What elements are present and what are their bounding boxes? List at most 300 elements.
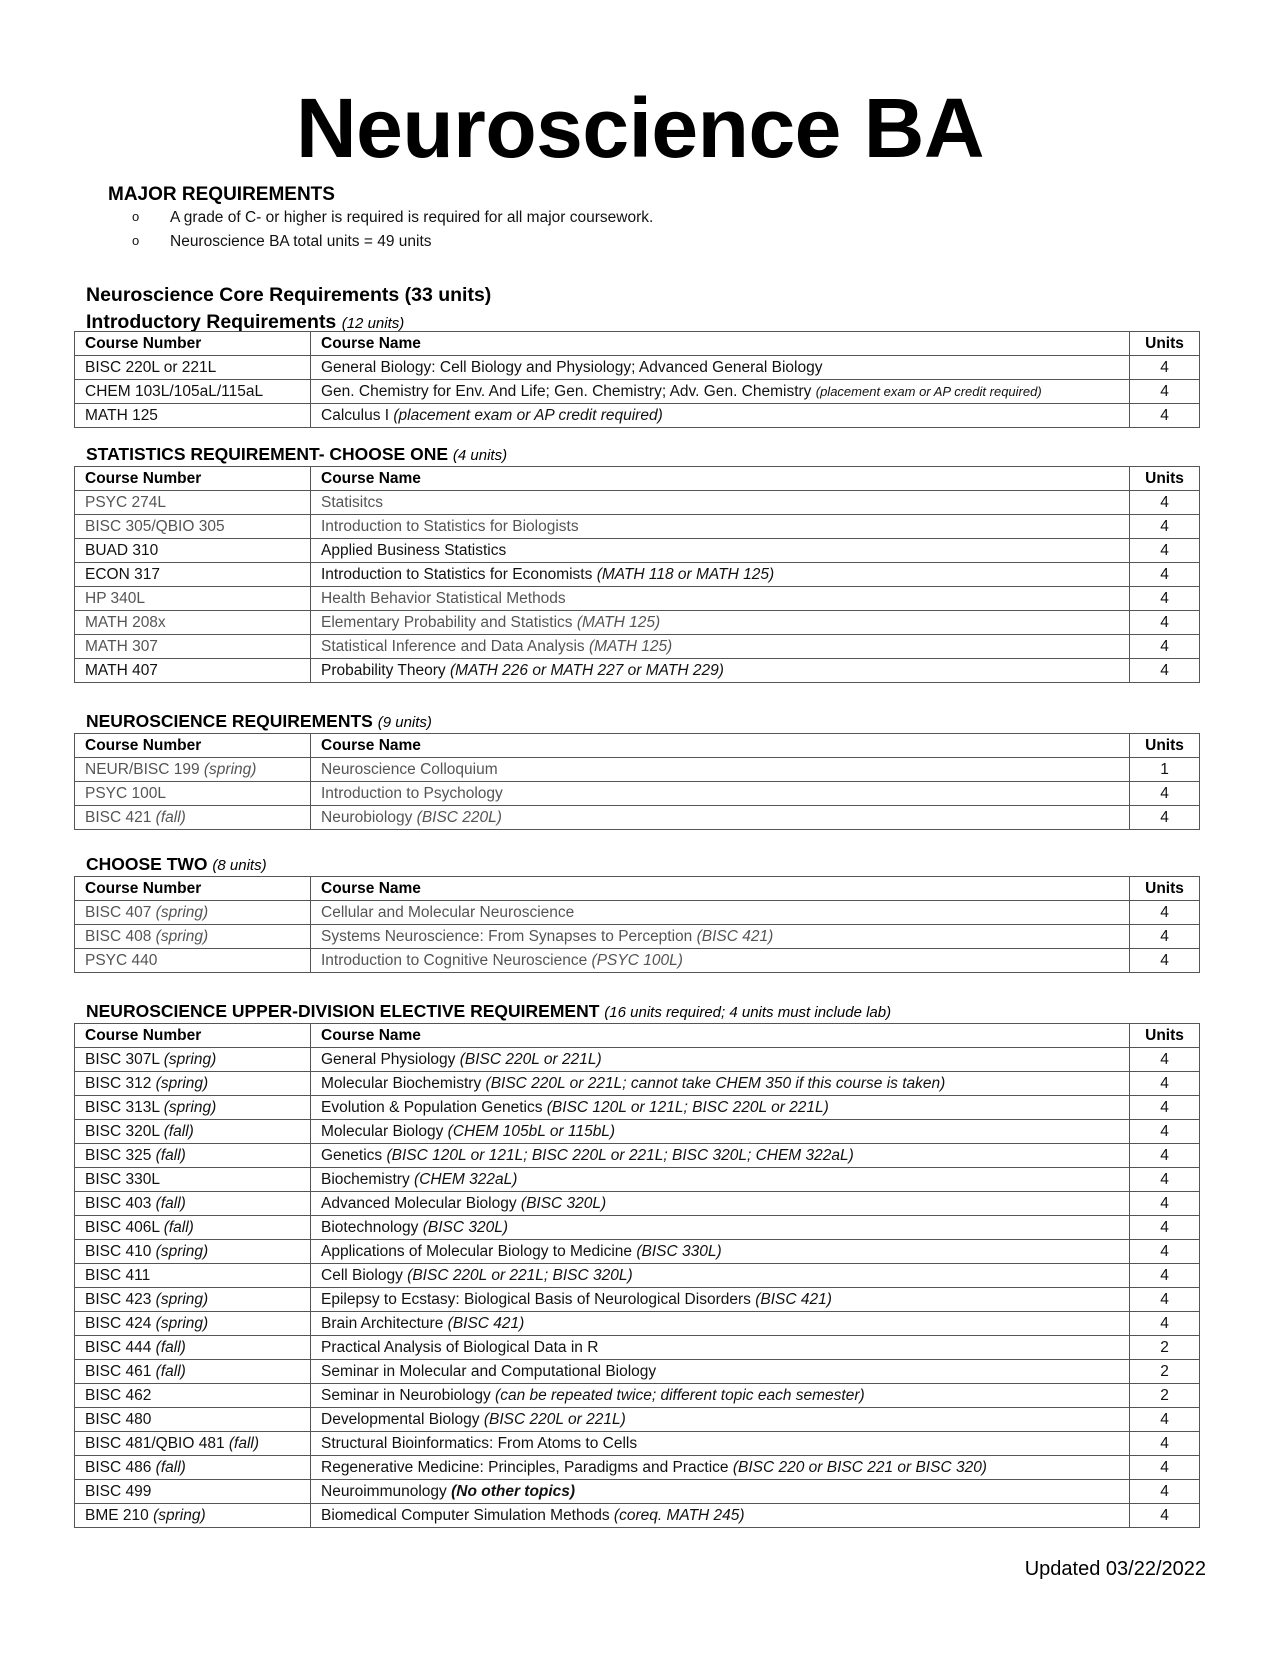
term-note: (fall) bbox=[155, 1362, 186, 1380]
units-cell: 2 bbox=[1130, 1360, 1200, 1384]
prerequisite-note: (MATH 125) bbox=[588, 637, 673, 655]
table-row bbox=[75, 515, 1200, 539]
course-name: Cellular and Molecular Neuroscience bbox=[321, 903, 575, 921]
prerequisite-note: (placement exam or AP credit required) bbox=[393, 406, 663, 424]
prerequisite-note: (MATH 226 or MATH 227 or MATH 229) bbox=[449, 661, 724, 679]
course-number-cell bbox=[75, 949, 311, 973]
section-heading bbox=[86, 711, 432, 732]
prerequisite-note: (BISC 220 or BISC 221 or BISC 320) bbox=[732, 1458, 987, 1476]
course-number: BISC 411 bbox=[85, 1266, 151, 1284]
course-number: BISC 424 bbox=[85, 1314, 152, 1332]
course-name: Advanced Molecular Biology bbox=[321, 1194, 517, 1212]
course-number-cell bbox=[75, 1096, 311, 1120]
table-row bbox=[75, 1312, 1200, 1336]
course-name: Practical Analysis of Biological Data in R bbox=[321, 1338, 599, 1356]
column-header-course-name: Course Name bbox=[311, 1024, 1130, 1048]
units-cell: 4 bbox=[1130, 1264, 1200, 1288]
units-cell: 4 bbox=[1130, 380, 1200, 404]
units-cell: 4 bbox=[1130, 1120, 1200, 1144]
course-number: CHEM 103L/105aL/115aL bbox=[85, 382, 264, 400]
course-name: Calculus I bbox=[321, 406, 390, 424]
table-row bbox=[75, 1456, 1200, 1480]
course-number: BISC 410 bbox=[85, 1242, 152, 1260]
course-number-cell bbox=[75, 1144, 311, 1168]
course-number-cell bbox=[75, 1168, 311, 1192]
course-name: Molecular Biochemistry bbox=[321, 1074, 482, 1092]
course-number-cell bbox=[75, 635, 311, 659]
units-cell: 4 bbox=[1130, 1456, 1200, 1480]
upper-division-elective-table bbox=[74, 1023, 1200, 1528]
section-units-note: (4 units) bbox=[452, 447, 508, 464]
course-number: BME 210 bbox=[85, 1506, 149, 1524]
course-name: Structural Bioinformatics: From Atoms to Cells bbox=[321, 1434, 638, 1452]
term-note: (fall) bbox=[155, 1194, 186, 1212]
course-number-cell bbox=[75, 1264, 311, 1288]
prerequisite-note: (BISC 320L) bbox=[520, 1194, 607, 1212]
prerequisite-note: (BISC 330L) bbox=[636, 1242, 722, 1260]
units-cell: 2 bbox=[1130, 1384, 1200, 1408]
course-name-cell bbox=[311, 1504, 1130, 1528]
prerequisite-note: (placement exam or AP credit required) bbox=[815, 383, 1042, 399]
section-units-note: (8 units) bbox=[212, 857, 267, 874]
units-cell: 4 bbox=[1130, 1504, 1200, 1528]
course-name-cell bbox=[311, 1120, 1130, 1144]
table-row bbox=[75, 587, 1200, 611]
course-name-cell bbox=[311, 1144, 1130, 1168]
units-cell: 4 bbox=[1130, 539, 1200, 563]
course-number: BISC 407 bbox=[85, 903, 152, 921]
prerequisite-note: (BISC 320L) bbox=[422, 1218, 508, 1236]
table-row bbox=[75, 491, 1200, 515]
course-name-cell bbox=[311, 515, 1130, 539]
table-row bbox=[75, 611, 1200, 635]
course-number: BISC 481/QBIO 481 bbox=[85, 1434, 225, 1452]
units-cell: 4 bbox=[1130, 806, 1200, 830]
prerequisite-note: (CHEM 322aL) bbox=[414, 1170, 518, 1188]
course-name-cell bbox=[311, 925, 1130, 949]
table-row bbox=[75, 1336, 1200, 1360]
course-name-cell bbox=[311, 404, 1130, 428]
major-requirements-heading: MAJOR REQUIREMENTS bbox=[108, 184, 335, 205]
table-row bbox=[75, 1480, 1200, 1504]
units-cell: 4 bbox=[1130, 1192, 1200, 1216]
units-cell: 4 bbox=[1130, 1216, 1200, 1240]
section-units-note: (9 units) bbox=[377, 714, 432, 731]
course-number: PSYC 100L bbox=[85, 784, 166, 802]
table-row bbox=[75, 563, 1200, 587]
course-name-cell bbox=[311, 380, 1130, 404]
table-row bbox=[75, 925, 1200, 949]
course-name: Genetics bbox=[321, 1146, 383, 1164]
course-number: BISC 307L bbox=[85, 1050, 160, 1068]
prerequisite-note: (PSYC 100L) bbox=[591, 951, 683, 969]
units-cell: 4 bbox=[1130, 635, 1200, 659]
course-number-cell bbox=[75, 925, 311, 949]
table-row bbox=[75, 380, 1200, 404]
list-item: o A grade of C- or higher is required is required for all major coursework. bbox=[128, 206, 653, 230]
course-number-cell bbox=[75, 404, 311, 428]
course-name-cell bbox=[311, 782, 1130, 806]
course-name-cell bbox=[311, 635, 1130, 659]
course-number: PSYC 440 bbox=[85, 951, 158, 969]
term-note: (spring) bbox=[155, 1074, 209, 1092]
course-name-cell bbox=[311, 659, 1130, 683]
units-cell: 4 bbox=[1130, 515, 1200, 539]
course-number: BISC 330L bbox=[85, 1170, 160, 1188]
course-number-cell bbox=[75, 1360, 311, 1384]
course-number: BISC 408 bbox=[85, 927, 152, 945]
table-header-row bbox=[75, 467, 1200, 491]
prerequisite-note: (MATH 118 or MATH 125) bbox=[596, 565, 775, 583]
course-name: Seminar in Molecular and Computational Biology bbox=[321, 1362, 657, 1380]
column-header-units: Units bbox=[1130, 467, 1200, 491]
section-title: NEUROSCIENCE REQUIREMENTS bbox=[86, 711, 373, 731]
table-row bbox=[75, 659, 1200, 683]
course-name: Elementary Probability and Statistics bbox=[321, 613, 573, 631]
course-number: MATH 125 bbox=[85, 406, 158, 424]
table-row bbox=[75, 356, 1200, 380]
section-title: Introductory Requirements bbox=[86, 311, 337, 333]
table-row bbox=[75, 1192, 1200, 1216]
course-number-cell bbox=[75, 1048, 311, 1072]
table-row bbox=[75, 635, 1200, 659]
course-name-cell bbox=[311, 1168, 1130, 1192]
course-number-cell bbox=[75, 1336, 311, 1360]
column-header-units: Units bbox=[1130, 877, 1200, 901]
course-number-cell bbox=[75, 901, 311, 925]
term-note: (spring) bbox=[155, 1242, 209, 1260]
table-header-row bbox=[75, 734, 1200, 758]
prerequisite-note: (coreq. MATH 245) bbox=[613, 1506, 745, 1524]
course-number-cell bbox=[75, 1192, 311, 1216]
course-name: Brain Architecture bbox=[321, 1314, 444, 1332]
units-cell: 4 bbox=[1130, 1048, 1200, 1072]
prerequisite-note: (CHEM 105bL or 115bL) bbox=[447, 1122, 616, 1140]
prerequisite-note: (BISC 220L or 221L) bbox=[459, 1050, 602, 1068]
prerequisite-note: (BISC 120L or 121L; BISC 220L or 221L; BISC 320L; CHEM 322aL) bbox=[386, 1146, 854, 1164]
course-name: Seminar in Neurobiology bbox=[321, 1386, 491, 1404]
course-number-cell bbox=[75, 1384, 311, 1408]
units-cell: 2 bbox=[1130, 1336, 1200, 1360]
column-header-units: Units bbox=[1130, 734, 1200, 758]
table-header-row bbox=[75, 877, 1200, 901]
term-note: (spring) bbox=[155, 903, 209, 921]
term-note: (fall) bbox=[155, 1338, 186, 1356]
column-header-course-number: Course Number bbox=[75, 877, 311, 901]
course-name-cell bbox=[311, 563, 1130, 587]
course-number: BISC 486 bbox=[85, 1458, 152, 1476]
statistics-requirement-table bbox=[74, 466, 1200, 683]
course-name: Developmental Biology bbox=[321, 1410, 480, 1428]
column-header-course-number: Course Number bbox=[75, 734, 311, 758]
course-name: General Biology: Cell Biology and Physiology; Advanced General Biology bbox=[321, 358, 823, 376]
column-header-course-number: Course Number bbox=[75, 467, 311, 491]
course-number: BUAD 310 bbox=[85, 541, 159, 559]
table-row bbox=[75, 1168, 1200, 1192]
units-cell: 1 bbox=[1130, 758, 1200, 782]
section-title: CHOOSE TWO bbox=[86, 854, 208, 874]
units-cell: 4 bbox=[1130, 587, 1200, 611]
course-number-cell bbox=[75, 1288, 311, 1312]
prerequisite-note: (BISC 220L) bbox=[416, 808, 502, 826]
course-number: BISC 305/QBIO 305 bbox=[85, 517, 225, 535]
course-name-cell bbox=[311, 1360, 1130, 1384]
course-number-cell bbox=[75, 356, 311, 380]
term-note: (fall) bbox=[163, 1122, 194, 1140]
term-note: (spring) bbox=[163, 1050, 217, 1068]
units-cell: 4 bbox=[1130, 1168, 1200, 1192]
units-cell: 4 bbox=[1130, 901, 1200, 925]
course-name: Molecular Biology bbox=[321, 1122, 444, 1140]
course-name-cell bbox=[311, 1432, 1130, 1456]
prerequisite-note: (BISC 220L or 221L; cannot take CHEM 350 if this course is taken) bbox=[485, 1074, 946, 1092]
course-number: NEUR/BISC 199 bbox=[85, 760, 200, 778]
course-name: Biochemistry bbox=[321, 1170, 410, 1188]
course-name: Applied Business Statistics bbox=[321, 541, 507, 559]
course-number-cell bbox=[75, 1120, 311, 1144]
course-name-cell bbox=[311, 1240, 1130, 1264]
introductory-requirements-table bbox=[74, 331, 1200, 428]
course-name-cell bbox=[311, 539, 1130, 563]
table-row bbox=[75, 404, 1200, 428]
course-name-cell bbox=[311, 806, 1130, 830]
course-name: Neuroscience Colloquium bbox=[321, 760, 498, 778]
course-number: BISC 480 bbox=[85, 1410, 152, 1428]
term-note: (spring) bbox=[155, 927, 209, 945]
prerequisite-note: (BISC 220L or 221L) bbox=[483, 1410, 626, 1428]
course-name-cell bbox=[311, 611, 1130, 635]
prerequisite-note: (BISC 421) bbox=[696, 927, 774, 945]
course-name: Probability Theory bbox=[321, 661, 446, 679]
table-row bbox=[75, 806, 1200, 830]
section-title: NEUROSCIENCE UPPER-DIVISION ELECTIVE REQUIREMENT bbox=[86, 1001, 600, 1021]
table-row bbox=[75, 1096, 1200, 1120]
course-name: Evolution & Population Genetics bbox=[321, 1098, 543, 1116]
course-name-cell bbox=[311, 1216, 1130, 1240]
units-cell: 4 bbox=[1130, 611, 1200, 635]
term-note: (fall) bbox=[163, 1218, 194, 1236]
units-cell: 4 bbox=[1130, 659, 1200, 683]
table-row bbox=[75, 1264, 1200, 1288]
course-name: Biotechnology bbox=[321, 1218, 419, 1236]
course-name: Gen. Chemistry for Env. And Life; Gen. Chemistry; Adv. Gen. Chemistry bbox=[321, 382, 812, 400]
course-number: BISC 220L or 221L bbox=[85, 358, 217, 376]
course-name: Regenerative Medicine: Principles, Paradigms and Practice bbox=[321, 1458, 729, 1476]
course-name-cell bbox=[311, 1384, 1130, 1408]
section-title: STATISTICS REQUIREMENT- CHOOSE ONE bbox=[86, 444, 449, 464]
course-number: BISC 312 bbox=[85, 1074, 152, 1092]
course-name-cell bbox=[311, 356, 1130, 380]
course-number-cell bbox=[75, 782, 311, 806]
course-number-cell bbox=[75, 563, 311, 587]
table-row bbox=[75, 1048, 1200, 1072]
course-number-cell bbox=[75, 1240, 311, 1264]
term-note: (fall) bbox=[155, 1146, 186, 1164]
course-number: MATH 407 bbox=[85, 661, 158, 679]
list-item: o Neuroscience BA total units = 49 units bbox=[128, 230, 653, 254]
course-number: PSYC 274L bbox=[85, 493, 166, 511]
course-number: BISC 325 bbox=[85, 1146, 152, 1164]
term-note: (spring) bbox=[163, 1098, 217, 1116]
table-header-row bbox=[75, 1024, 1200, 1048]
course-number-cell bbox=[75, 1456, 311, 1480]
course-number-cell bbox=[75, 1312, 311, 1336]
course-number-cell bbox=[75, 611, 311, 635]
prerequisite-note: (BISC 220L or 221L; BISC 320L) bbox=[407, 1266, 633, 1284]
units-cell: 4 bbox=[1130, 1480, 1200, 1504]
neuroscience-requirements-table bbox=[74, 733, 1200, 830]
table-row bbox=[75, 782, 1200, 806]
units-cell: 4 bbox=[1130, 1288, 1200, 1312]
course-number-cell bbox=[75, 1216, 311, 1240]
course-name: Epilepsy to Ecstasy: Biological Basis of Neurological Disorders bbox=[321, 1290, 751, 1308]
course-number-cell bbox=[75, 515, 311, 539]
course-number-cell bbox=[75, 1072, 311, 1096]
course-number: BISC 499 bbox=[85, 1482, 152, 1500]
course-number: BISC 444 bbox=[85, 1338, 152, 1356]
units-cell: 4 bbox=[1130, 563, 1200, 587]
section-heading bbox=[86, 1001, 891, 1022]
units-cell: 4 bbox=[1130, 925, 1200, 949]
course-name-cell bbox=[311, 491, 1130, 515]
table-row bbox=[75, 1432, 1200, 1456]
course-name-cell bbox=[311, 1288, 1130, 1312]
term-note: (fall) bbox=[228, 1434, 260, 1452]
column-header-course-number: Course Number bbox=[75, 332, 311, 356]
section-units-note: (12 units) bbox=[341, 315, 405, 332]
updated-date: Updated 03/22/2022 bbox=[1024, 1558, 1206, 1580]
course-number-cell bbox=[75, 491, 311, 515]
units-cell: 4 bbox=[1130, 1312, 1200, 1336]
course-name: Neuroimmunology bbox=[321, 1482, 447, 1500]
course-name-cell bbox=[311, 1048, 1130, 1072]
table-row bbox=[75, 949, 1200, 973]
section-heading bbox=[86, 444, 507, 465]
course-name-cell bbox=[311, 758, 1130, 782]
course-name: General Physiology bbox=[321, 1050, 456, 1068]
course-name: Neurobiology bbox=[321, 808, 413, 826]
units-cell: 4 bbox=[1130, 1408, 1200, 1432]
table-row bbox=[75, 901, 1200, 925]
column-header-course-name: Course Name bbox=[311, 467, 1130, 491]
course-name-cell bbox=[311, 949, 1130, 973]
course-number-cell bbox=[75, 1504, 311, 1528]
table-row bbox=[75, 1288, 1200, 1312]
course-number-cell bbox=[75, 806, 311, 830]
course-number-cell bbox=[75, 539, 311, 563]
table-row bbox=[75, 1072, 1200, 1096]
units-cell: 4 bbox=[1130, 1432, 1200, 1456]
course-number: ECON 317 bbox=[85, 565, 160, 583]
prerequisite-note: (BISC 421) bbox=[755, 1290, 832, 1308]
course-number: MATH 208x bbox=[85, 613, 166, 631]
course-name-cell bbox=[311, 1264, 1130, 1288]
course-number: BISC 313L bbox=[85, 1098, 160, 1116]
column-header-units: Units bbox=[1130, 1024, 1200, 1048]
units-cell: 4 bbox=[1130, 1096, 1200, 1120]
course-name: Systems Neuroscience: From Synapses to Perception bbox=[321, 927, 693, 945]
core-requirements-heading: Neuroscience Core Requirements (33 units) bbox=[86, 284, 492, 306]
term-note: (fall) bbox=[155, 1458, 186, 1476]
term-note: (spring) bbox=[153, 1506, 206, 1524]
table-row bbox=[75, 1384, 1200, 1408]
term-note: (spring) bbox=[155, 1314, 209, 1332]
table-header-row bbox=[75, 332, 1200, 356]
course-number: BISC 423 bbox=[85, 1290, 152, 1308]
prerequisite-note: (BISC 421) bbox=[447, 1314, 525, 1332]
column-header-course-name: Course Name bbox=[311, 332, 1130, 356]
course-name-cell bbox=[311, 1096, 1130, 1120]
column-header-course-name: Course Name bbox=[311, 877, 1130, 901]
term-note: (spring) bbox=[203, 760, 257, 778]
prerequisite-note: (can be repeated twice; different topic each semester) bbox=[495, 1386, 865, 1404]
course-name: Applications of Molecular Biology to Medicine bbox=[321, 1242, 633, 1260]
table-row bbox=[75, 1240, 1200, 1264]
column-header-course-name: Course Name bbox=[311, 734, 1130, 758]
course-number: HP 340L bbox=[85, 589, 146, 607]
course-number: BISC 320L bbox=[85, 1122, 160, 1140]
course-name-cell bbox=[311, 1456, 1130, 1480]
course-name: Introduction to Statistics for Economists bbox=[321, 565, 593, 583]
term-note: (fall) bbox=[155, 808, 186, 826]
table-row bbox=[75, 758, 1200, 782]
section-heading bbox=[86, 854, 267, 875]
term-note: (spring) bbox=[155, 1290, 209, 1308]
table-row bbox=[75, 1504, 1200, 1528]
course-name: Introduction to Statistics for Biologists bbox=[321, 517, 579, 535]
prerequisite-note: (BISC 120L or 121L; BISC 220L or 221L) bbox=[546, 1098, 829, 1116]
course-number-cell bbox=[75, 587, 311, 611]
choose-two-table bbox=[74, 876, 1200, 973]
course-name-cell bbox=[311, 587, 1130, 611]
course-number: BISC 406L bbox=[85, 1218, 160, 1236]
column-header-course-number: Course Number bbox=[75, 1024, 311, 1048]
course-name: Cell Biology bbox=[321, 1266, 403, 1284]
course-number: MATH 307 bbox=[85, 637, 158, 655]
course-number-cell bbox=[75, 1480, 311, 1504]
major-requirements-list bbox=[128, 206, 653, 254]
course-number: BISC 462 bbox=[85, 1386, 152, 1404]
course-name-cell bbox=[311, 1408, 1130, 1432]
course-name: Statisitcs bbox=[321, 493, 384, 511]
units-cell: 4 bbox=[1130, 782, 1200, 806]
units-cell: 4 bbox=[1130, 404, 1200, 428]
table-row bbox=[75, 1408, 1200, 1432]
course-number-cell bbox=[75, 1408, 311, 1432]
prerequisite-note: (MATH 125) bbox=[576, 613, 661, 631]
course-number-cell bbox=[75, 380, 311, 404]
table-row bbox=[75, 1360, 1200, 1384]
course-name: Introduction to Psychology bbox=[321, 784, 503, 802]
units-cell: 4 bbox=[1130, 491, 1200, 515]
course-name: Statistical Inference and Data Analysis bbox=[321, 637, 585, 655]
units-cell: 4 bbox=[1130, 1240, 1200, 1264]
prerequisite-note: (No other topics) bbox=[451, 1482, 576, 1500]
course-name-cell bbox=[311, 1072, 1130, 1096]
table-row bbox=[75, 1144, 1200, 1168]
units-cell: 4 bbox=[1130, 949, 1200, 973]
units-cell: 4 bbox=[1130, 356, 1200, 380]
course-name: Health Behavior Statistical Methods bbox=[321, 589, 566, 607]
course-name: Biomedical Computer Simulation Methods bbox=[321, 1506, 610, 1524]
column-header-units: Units bbox=[1130, 332, 1200, 356]
course-name-cell bbox=[311, 901, 1130, 925]
table-row bbox=[75, 1120, 1200, 1144]
course-name-cell bbox=[311, 1192, 1130, 1216]
table-row bbox=[75, 539, 1200, 563]
course-number-cell bbox=[75, 758, 311, 782]
table-row bbox=[75, 1216, 1200, 1240]
